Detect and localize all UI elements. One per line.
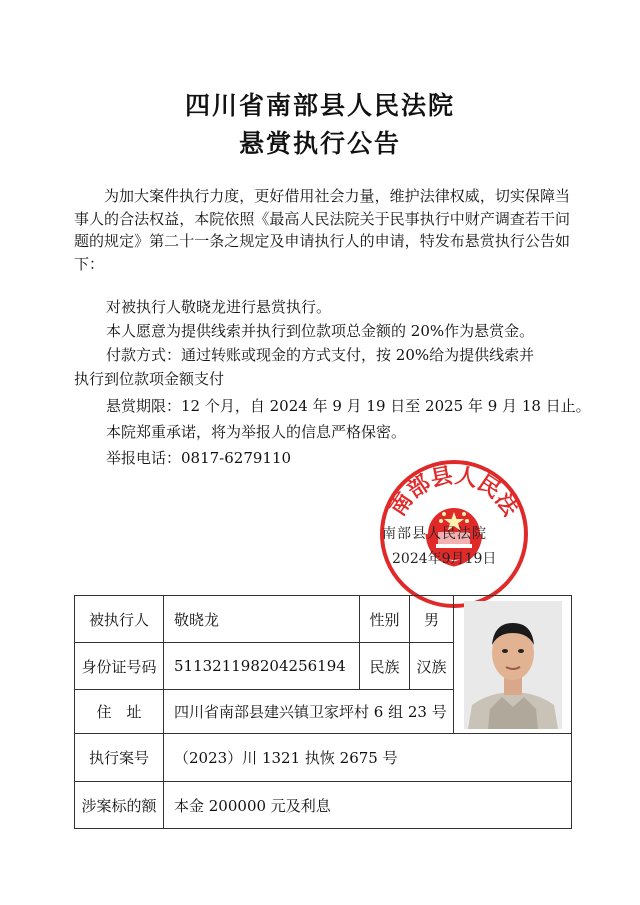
- ethnicity-value: 汉族: [410, 643, 454, 690]
- ethnicity-label: 民族: [360, 643, 410, 690]
- table-row: [75, 596, 572, 643]
- id-number-value: 511321198204256194: [164, 643, 360, 690]
- debtor-info-table: [74, 595, 572, 829]
- debtor-photo: [464, 601, 562, 729]
- address-label: 住 址: [75, 690, 164, 734]
- seal-court-name: 南部县人民法院: [382, 526, 487, 542]
- address-value: 四川省南部县建兴镇卫家坪村 6 组 23 号: [164, 690, 454, 734]
- seal-date: 2024年9月19日: [392, 551, 497, 567]
- seal-outer-text: 南部县人民法: [385, 463, 523, 521]
- confidentiality-statement: 本院郑重承诺，将为举报人的信息严格保密。: [106, 423, 407, 441]
- page-title: 四川省南部县人民法院: [184, 91, 455, 120]
- reward-statement: 本人愿意为提供线索并执行到位款项总金额的 20%作为悬赏金。: [106, 322, 535, 340]
- debtor-name: 敬晓龙: [164, 596, 360, 643]
- amount-value: 本金 200000 元及利息: [164, 782, 572, 829]
- payment-method-line1: 付款方式：通过转账或现金的方式支付，按 20%给为提供线索并: [106, 346, 535, 364]
- payment-method-line2: 执行到位款项金额支付: [74, 370, 225, 388]
- debtor-label: 被执行人: [75, 596, 164, 643]
- id-number-label: 身份证号码: [75, 643, 164, 690]
- gender-value: 男: [410, 596, 454, 643]
- gender-label: 性别: [360, 596, 410, 643]
- table-row: [75, 734, 572, 782]
- page-subtitle: 悬赏执行公告: [238, 129, 401, 158]
- case-number-label: 执行案号: [75, 734, 164, 782]
- intro-text: 为加大案件执行力度，更好借用社会力量，维护法律权威，切实保障当事人的合法权益，本院依照《最高人民法院关于民事执行中财产调查若干问题的规定》第二十一条之规定及申请执行人的申请，特发布悬赏执行公告如下：: [74, 187, 570, 273]
- photo-cell: [454, 596, 572, 734]
- table-row: [75, 782, 572, 829]
- target-statement: 对被执行人敬晓龙进行悬赏执行。: [106, 298, 332, 316]
- amount-label: 涉案标的额: [75, 782, 164, 829]
- report-phone: 举报电话：0817-6279110: [106, 449, 292, 467]
- case-number-value: （2023）川 1321 执恢 2675 号: [164, 734, 572, 782]
- reward-period: 悬赏期限：12 个月，自 2024 年 9 月 19 日至 2025 年 9 月 18 日止。: [106, 397, 591, 415]
- intro-paragraph: [74, 185, 570, 275]
